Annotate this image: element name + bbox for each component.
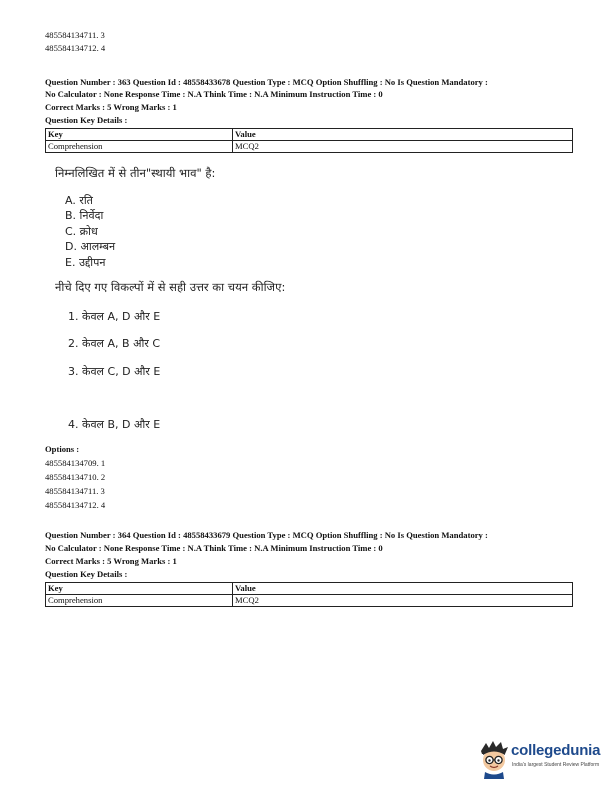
key-header: Key [46,583,233,595]
q363-item-a: A. रति [65,194,93,207]
value-header: Value [233,583,573,595]
top-option-2: 485584134712. 4 [45,43,106,53]
q364-key-table [45,582,573,607]
q364-key-details-label: Question Key Details : [45,569,128,579]
q363-meta-line1: Question Number : 363 Question Id : 48558433678 Question Type : MCQ Option Shuffling : No Is Question Mandatory : [45,77,488,87]
table-header-row [46,583,573,595]
q363-choice-2: 2. केवल A, B और C [68,337,161,350]
value-cell: MCQ2 [233,141,573,153]
q363-option-1: 485584134709. 1 [45,458,106,468]
key-cell: Comprehension [46,595,233,607]
q363-choice-4: 4. केवल B, D और E [68,418,161,431]
collegedunia-logo [476,739,606,779]
q363-key-table [45,128,573,153]
q363-item-c: C. क्रोध [65,225,98,238]
logo-name: collegedunia [511,742,601,759]
q363-option-4: 485584134712. 4 [45,500,106,510]
logo-tagline: India's largest Student Review Platform [512,762,600,768]
q363-choice-1: 1. केवल A, D और E [68,310,161,323]
table-row [46,141,573,153]
q364-meta-line1: Question Number : 364 Question Id : 48558433679 Question Type : MCQ Option Shuffling : No Is Question Mandatory : [45,530,488,540]
logo-wordmark [511,742,600,759]
table-header-row [46,129,573,141]
q364-meta-line2: No Calculator : None Response Time : N.A Think Time : N.A Minimum Instruction Time : 0 [45,543,383,553]
q363-item-e: E. उद्दीपन [65,256,106,269]
q363-meta-line2: No Calculator : None Response Time : N.A Think Time : N.A Minimum Instruction Time : 0 [45,89,383,99]
q363-marks: Correct Marks : 5 Wrong Marks : 1 [45,102,177,112]
q364-marks: Correct Marks : 5 Wrong Marks : 1 [45,556,177,566]
q363-item-d: D. आलम्बन [65,240,116,253]
q363-options-label: Options : [45,444,80,454]
value-cell: MCQ2 [233,595,573,607]
q363-question-text: निम्नलिखित में से तीन"स्थायी भाव" है: [55,166,216,180]
key-cell: Comprehension [46,141,233,153]
q363-instruction: नीचे दिए गए विकल्पों में से सही उत्तर का चयन कीजिए: [55,280,286,294]
q363-option-2: 485584134710. 2 [45,472,106,482]
value-header: Value [233,129,573,141]
q363-key-details-label: Question Key Details : [45,115,128,125]
top-option-1: 485584134711. 3 [45,30,105,40]
mascot-icon [476,739,512,779]
key-header: Key [46,129,233,141]
q363-option-3: 485584134711. 3 [45,486,105,496]
q363-item-b: B. निर्वेदा [65,209,104,222]
q363-choice-3: 3. केवल C, D और E [68,365,161,378]
table-row [46,595,573,607]
